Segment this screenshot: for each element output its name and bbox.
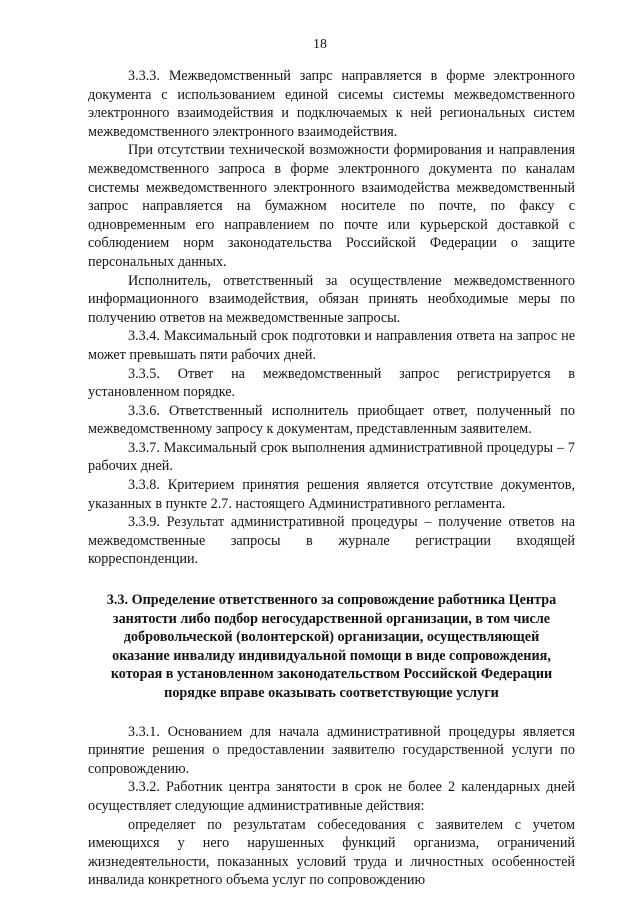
paragraph-3-3-5: 3.3.5. Ответ на межведомственный запрос регистрируется в установленном порядке. — [88, 365, 575, 401]
section-heading: 3.3. Определение ответственного за сопровождение работника Центра занятости либо подбор негосударственной организации, в том числе добровольческой (волонтерской) организации, осуществляющей оказание инвалиду индивидуальной помощи в виде сопровождения, которая в установленном законодательством Российской Федерации порядке вправе оказывать соответствующие услуги — [106, 592, 557, 701]
paragraph-3-3-7: 3.3.7. Максимальный срок выполнения административной процедуры – 7 рабочих дней. — [88, 439, 575, 475]
paragraph-3-3-1: 3.3.1. Основанием для начала административной процедуры является принятие решения о предоставлении заявителю государственной услуги по сопровождению. — [88, 723, 575, 777]
paragraph-3-3-2: 3.3.2. Работник центра занятости в срок не более 2 календарных дней осуществляет следующие административные действия: — [88, 779, 575, 814]
paragraph-no-technical-possibility: При отсутствии технической возможности формирования и направления межведомственного запроса в форме электронного документа по каналам системы межведомственного электронного взаимодейства межведомственный запрос направляется на бумажном носителе по почте, по факсу с одновременным его направлением по почте или курьерской доставкой с соблюдением норм законодательства Российской Федерации о защите персональных данных. — [88, 142, 575, 270]
paragraph-3-3-9: 3.3.9. Результат административной процедуры – получение ответов на межведомственные запросы в журнале регистрации входящей корреспонденции. — [88, 514, 575, 568]
document-body — [88, 67, 575, 890]
paragraph-3-3-6: 3.3.6. Ответственный исполнитель приобщает ответ, полученный по межведомственному запросу к документам, представленным заявителем. — [88, 402, 575, 438]
paragraph-3-3-8: 3.3.8. Критерием принятия решения является отсутствие документов, указанных в пункте 2.7. настоящего Административного регламента. — [88, 477, 575, 512]
paragraph-3-3-4: 3.3.4. Максимальный срок подготовки и направления ответа на запрос не может превышать пяти рабочих дней. — [88, 328, 575, 363]
page-number: 18 — [313, 37, 327, 52]
paragraph-executor-responsible: Исполнитель, ответственный за осуществление межведомственного информационного взаимодействия, обязан принять необходимые меры по получению ответов на межведомственные запросы. — [88, 272, 575, 326]
paragraph-determines: определяет по результатам собеседования с заявителем с учетом имеющихся у него нарушенных функций организма, ограничений жизнедеятельности, показанных условий труда и личностных особенностей инвалида конкретного объема услуг по сопровождению — [88, 816, 575, 889]
paragraph-3-3-3: 3.3.3. Межведомственный запрс направляется в форме электронного документа с использованием единой сисемы системы межведомственного электронного взаимодействия и подключаемых к ней региональных систем межведомственного электронного взаимодействия. — [88, 68, 575, 140]
